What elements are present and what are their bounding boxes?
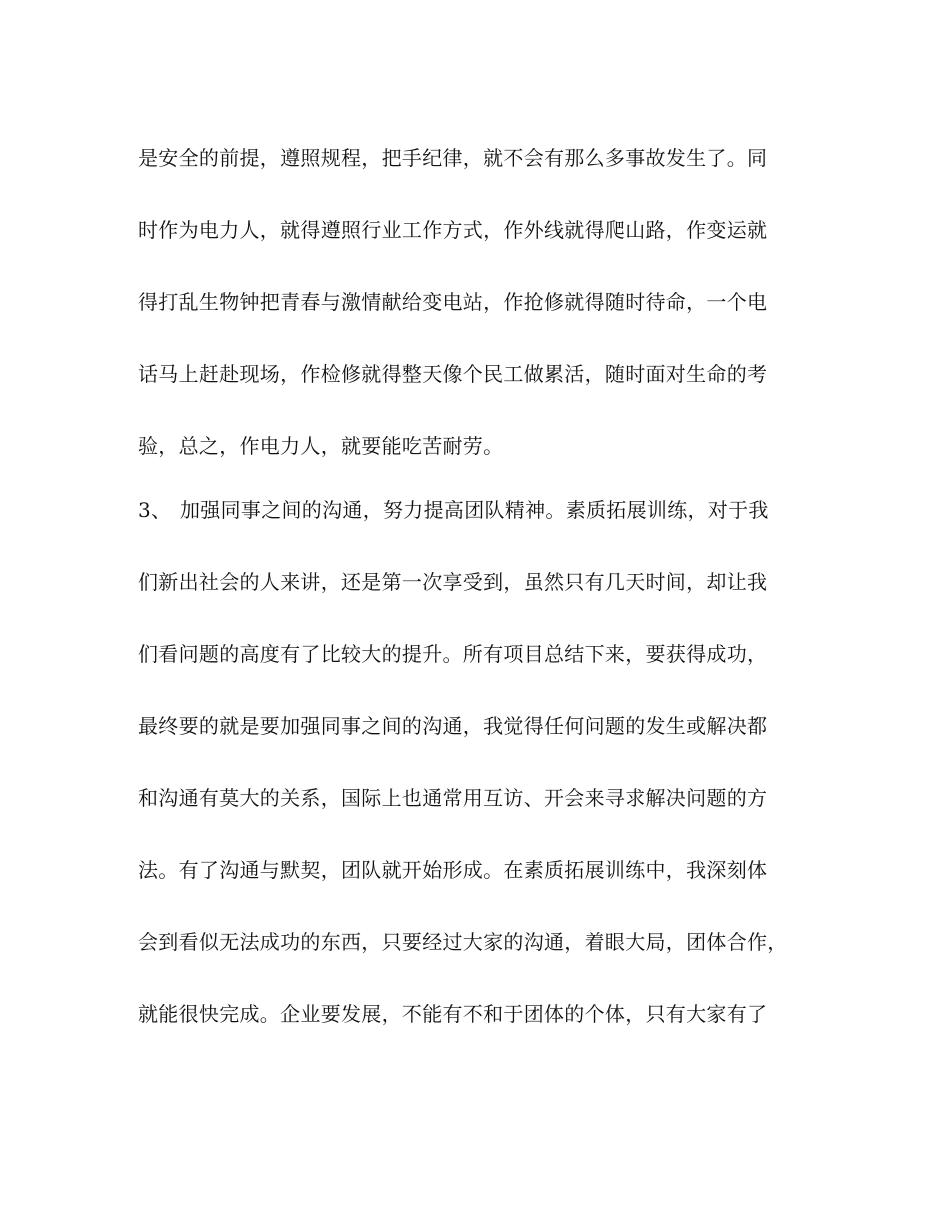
numbered-item-first-line bbox=[138, 496, 838, 524]
text-line: 就能很快完成。企业要发展，不能有不和于团体的个体，只有大家有了 bbox=[138, 1002, 768, 1026]
text-line: 得打乱生物钟把青春与激情献给变电站，作抢修就得随时待命，一个电 bbox=[138, 290, 768, 314]
text-line: 验，总之，作电力人，就要能吃苦耐劳。 bbox=[138, 434, 504, 458]
text-line: 话马上赶赴现场，作检修就得整天像个民工做累活，随时面对生命的考 bbox=[138, 362, 768, 386]
text-line: 法。有了沟通与默契，团队就开始形成。在素质拓展训练中，我深刻体 bbox=[138, 858, 768, 882]
item-number: 3、 bbox=[138, 498, 172, 522]
text-line: 时作为电力人，就得遵照行业工作方式，作外线就得爬山路，作变运就 bbox=[138, 218, 768, 242]
text-line: 们看问题的高度有了比较大的提升。所有项目总结下来，要获得成功， bbox=[138, 642, 768, 666]
text-line: 最终要的就是要加强同事之间的沟通，我觉得任何问题的发生或解决都 bbox=[138, 714, 768, 738]
text-line: 会到看似无法成功的东西，只要经过大家的沟通，着眼大局，团体合作， bbox=[138, 930, 788, 954]
item-text: 加强同事之间的沟通，努力提高团队精神。素质拓展训练，对于我 bbox=[180, 498, 769, 522]
text-line: 是安全的前提，遵照规程，把手纪律，就不会有那么多事故发生了。同 bbox=[138, 146, 768, 170]
text-line: 和沟通有莫大的关系，国际上也通常用互访、开会来寻求解决问题的方 bbox=[138, 786, 768, 810]
text-line: 们新出社会的人来讲，还是第一次享受到，虽然只有几天时间，却让我 bbox=[138, 570, 768, 594]
